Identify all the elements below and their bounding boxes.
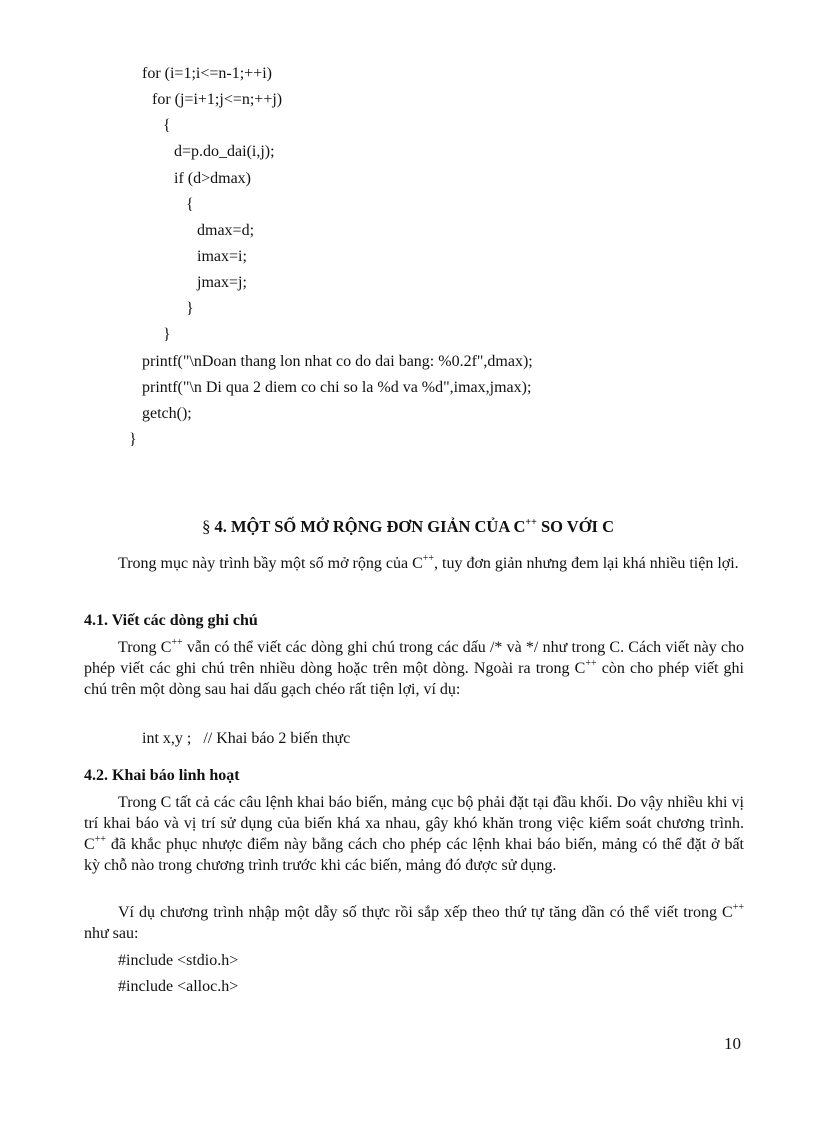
text-run: , tuy đơn giản nhưng đem lại khá nhiều tiện lợi. [434, 555, 739, 572]
code-line: if (d>dmax) [174, 170, 251, 187]
code-line: jmax=j; [197, 274, 247, 291]
text-run: vẫn có thể viết các dòng ghi chú trong các dấu /* và */ như trong C. Cách viết này cho phép viết các ghi chú trên nhiều dòng hoặc trên một dòng. Ngoài ra trong C [84, 639, 744, 677]
code-line: { [186, 196, 194, 213]
text-run: đã khắc phục nhược điểm này bằng cách cho phép các lệnh khai báo biến, mảng có thể đặt ở bất kỳ chỗ nào trong chương trình trước khi các biến, mảng đó được sử dụng. [84, 836, 744, 874]
subsection-title-4-2: 4.2. Khai báo linh hoạt [84, 767, 240, 784]
text-run: Trong C tất cả các câu lệnh khai báo biến, mảng cục bộ phải đặt tại đầu khối. Do vậy nhiều khi vị trí khai báo và vị trí sử dụng của biến khá xa nhau, gây khó khăn trong việc kiểm soát chương trình. C [84, 794, 744, 853]
code-line: } [129, 431, 137, 448]
code-example-comment: int x,y ; // Khai báo 2 biến thực [142, 730, 351, 747]
code-line: { [163, 117, 171, 134]
code-line: getch(); [142, 405, 192, 422]
comments-paragraph [84, 637, 744, 700]
superscript: ++ [422, 553, 435, 564]
superscript: ++ [525, 517, 537, 528]
code-line: imax=i; [197, 248, 247, 265]
example-intro-paragraph [84, 902, 744, 944]
superscript: ++ [732, 902, 744, 913]
code-line: for (j=i+1;j<=n;++j) [152, 91, 283, 108]
page-number: 10 [724, 1034, 741, 1053]
code-line: dmax=d; [197, 222, 255, 239]
code-line: d=p.do_dai(i,j); [174, 143, 275, 160]
text-run: Ví dụ chương trình nhập một dẫy số thực rồi sắp xếp theo thứ tự tăng dần có thể viết trong C [118, 904, 733, 921]
code-line: } [163, 326, 171, 343]
include-line: #include <stdio.h> [118, 952, 239, 969]
text-run: còn cho phép viết ghi chú trên một dòng sau hai dấu gạch chéo rất tiện lợi, ví dụ: [84, 660, 744, 698]
text-run: như sau: [84, 925, 139, 942]
superscript: ++ [585, 658, 597, 669]
section-heading [0, 517, 816, 537]
section-title: 4. MỘT SỐ MỞ RỘNG ĐƠN GIẢN CỦA C [214, 517, 526, 536]
code-line: for (i=1;i<=n-1;++i) [142, 65, 272, 82]
code-line: printf("\nDoan thang lon nhat co do dai bang: %0.2f",dmax); [142, 353, 533, 370]
flexible-declaration-paragraph [84, 792, 744, 876]
intro-paragraph [84, 553, 744, 574]
text-run: Trong mục này trình bầy một số mở rộng của C [118, 555, 423, 572]
section-symbol: § [201, 517, 211, 536]
section-title-suffix: SO VỚI C [536, 517, 614, 536]
code-line: } [186, 300, 194, 317]
text-run: Trong C [118, 639, 172, 656]
superscript: ++ [171, 637, 183, 648]
code-line: printf("\n Di qua 2 diem co chi so la %d va %d",imax,jmax); [142, 379, 532, 396]
subsection-title-4-1: 4.1. Viết các dòng ghi chú [84, 612, 258, 629]
superscript: ++ [94, 834, 106, 845]
include-line: #include <alloc.h> [118, 978, 239, 995]
